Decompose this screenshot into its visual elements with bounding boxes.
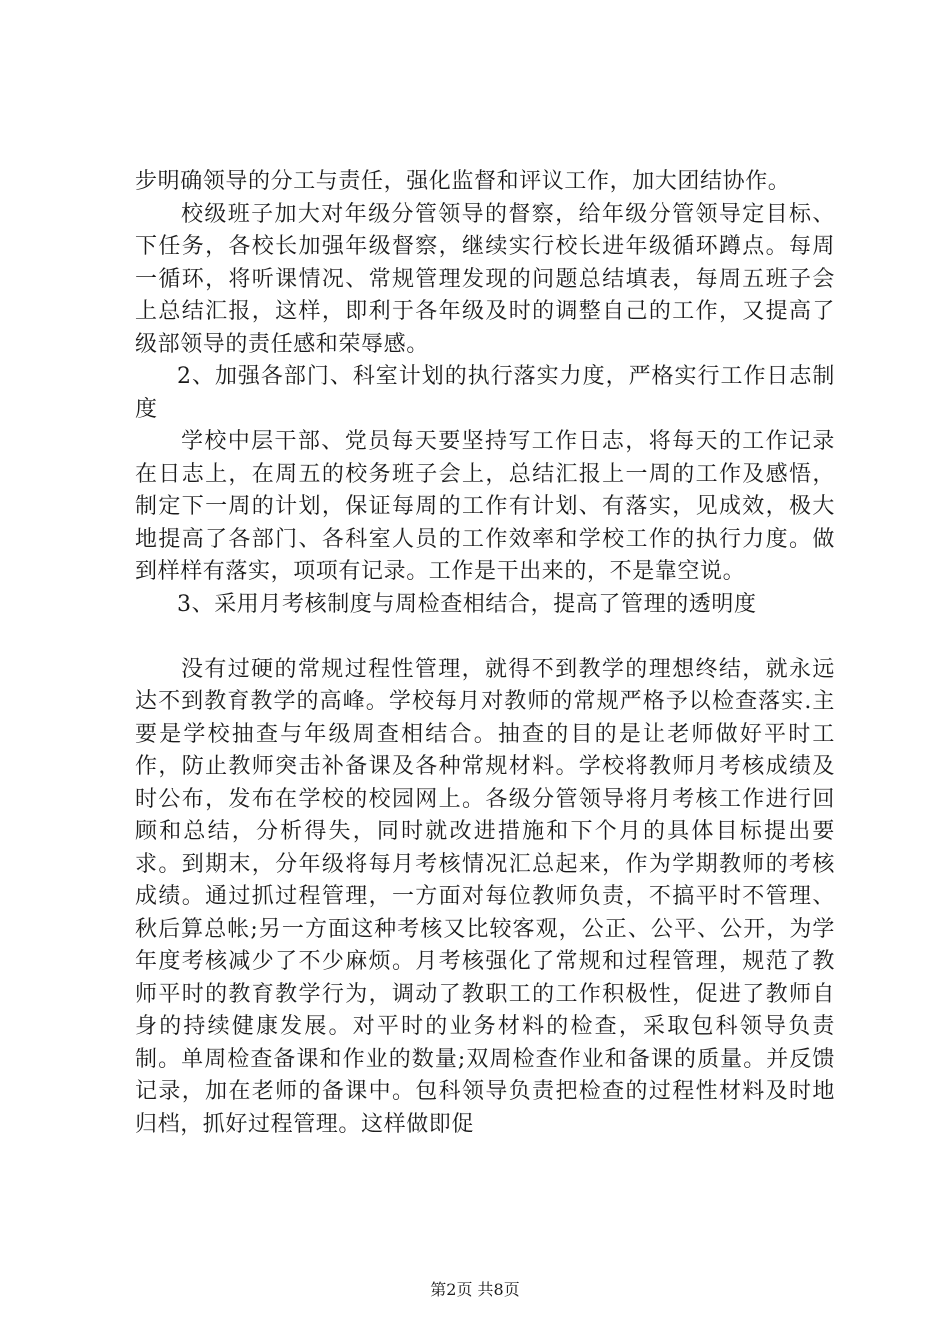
section-heading-2: 2、加强各部门、科室计划的执行落实力度，严格实行工作日志制度 [135, 364, 835, 422]
paragraph-monthly-assessment: 没有过硬的常规过程性管理，就得不到教学的理想终结，就永远达不到教育教学的高峰。学校每月对教师的常规严格予以检查落实.主要是学校抽查与年级周查相结合。抽查的目的是让老师做好平时工作，防止教师突击补备课及各种常规材料。学校将教师月考核成绩及时公布，发布在学校的校园网上。各级分管领导将月考核工作进行回顾和总结，分析得失，同时就改进措施和下个月的具体目标提出要求。到期末，分年级将每月考核情况汇总起来，作为学期教师的考核成绩。通过抓过程管理，一方面对每位教师负责，不搞平时不管理、秋后算总帐;另一方面这种考核又比较客观，公正、公平、公开，为学年度考核减少了不少麻烦。月考核强化了常规和过程管理，规范了教师平时的教育教学行为，调动了教职工的工作积极性，促进了教师自身的持续健康发展。对平时的业务材料的检查，采取包科领导负责制。单周检查备课和作业的数量;双周检查作业和备课的质量。并反馈记录，加在老师的备课中。包科领导负责把检查的过程性材料及时地归档，抓好过程管理。这样做即促 [135, 656, 835, 1137]
section-heading-3: 3、采用月考核制度与周检查相结合，提高了管理的透明度 [177, 591, 757, 617]
page-footer [0, 1279, 950, 1301]
document-body [135, 166, 835, 1141]
paragraph-leadership-supervision: 校级班子加大对年级分管领导的督察，给年级分管领导定目标、下任务，各校长加强年级督察，继续实行校长进年级循环蹲点。每周一循环，将听课情况、常规管理发现的问题总结填表，每周五班子会上总结汇报，这样，即利于各年级及时的调整自己的工作，又提高了级部领导的责任感和荣辱感。 [135, 201, 835, 357]
blank-line [135, 621, 835, 654]
paragraph-continuation: 步明确领导的分工与责任，强化监督和评议工作，加大团结协作。 [135, 169, 791, 194]
paragraph-work-log: 学校中层干部、党员每天要坚持写工作日志，将每天的工作记录在日志上，在周五的校务班子会上，总结汇报上一周的工作及感悟，制定下一周的计划，保证每周的工作有计划、有落实，见成效，极大地提高了各部门、各科室人员的工作效率和学校工作的执行力度。做到样样有落实，项项有记录。工作是干出来的，不是靠空说。 [135, 429, 835, 584]
page-number-label: 第2页 共8页 [430, 1280, 520, 1299]
